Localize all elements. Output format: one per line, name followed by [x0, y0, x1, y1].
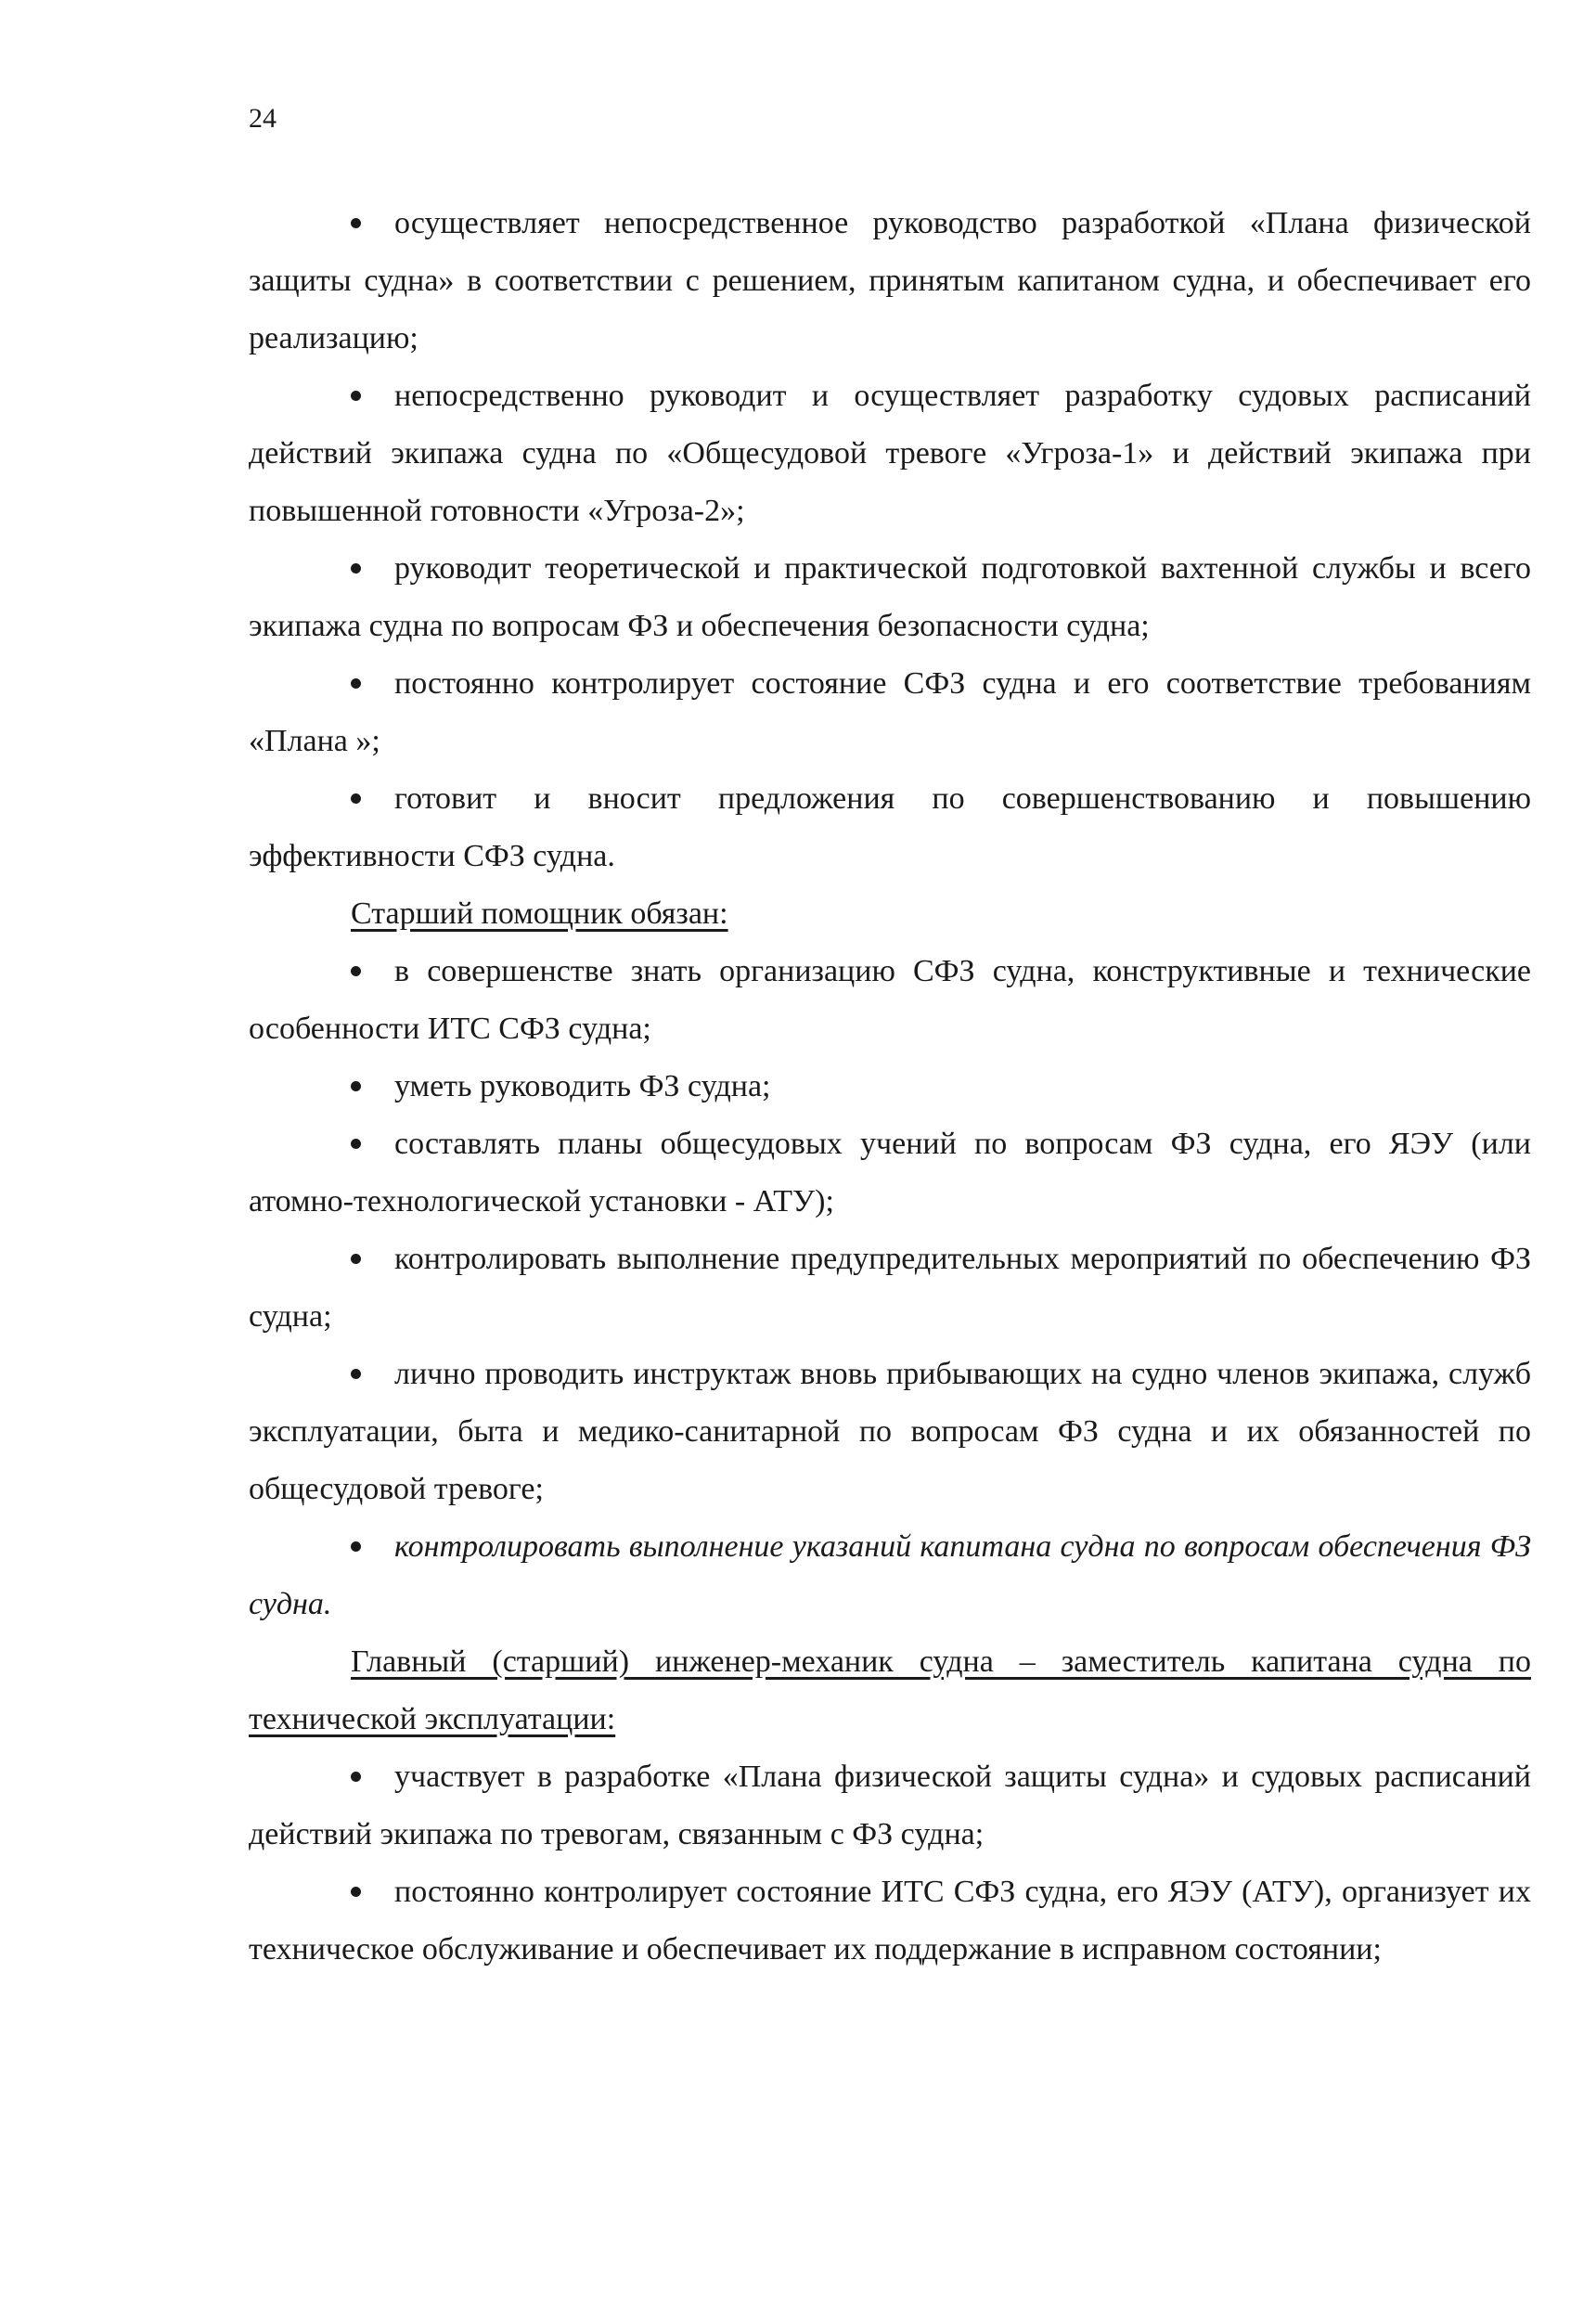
document-body	[249, 195, 1531, 1979]
list-item-text: контролировать выполнение предупредительных мероприятий по обеспечению ФЗ судна;	[249, 1242, 1531, 1334]
list-item-text: осуществляет непосредственное руководство разработкой «Плана физической защиты судна» в соответствии с решением, принятым капитаном судна, и обеспечивает его реализацию;	[249, 206, 1531, 355]
bullet-icon	[351, 1369, 361, 1379]
bullet-icon	[351, 1541, 361, 1552]
list-item-text: непосредственно руководит и осуществляет разработку судовых расписаний действий экипажа судна по «Общесудовой тревоге «Угроза-1» и действий экипажа при повышенной готовности «Угроза-2»;	[249, 379, 1531, 528]
list-item-text: готовит и вносит предложения по совершенствованию и повышению эффективности СФЗ судна.	[249, 781, 1531, 873]
bullet-icon	[351, 1772, 361, 1782]
list-item-text: в совершенстве знать организацию СФЗ судна, конструктивные и технические особенности ИТС СФЗ судна;	[249, 954, 1531, 1046]
section-heading: Старший помощник обязан:	[351, 896, 728, 931]
list-item	[249, 1058, 1531, 1115]
bullet-icon	[351, 793, 361, 804]
list-item	[249, 367, 1531, 540]
bullet-icon	[351, 563, 361, 574]
list-item	[249, 655, 1531, 770]
page-number: 24	[249, 103, 277, 134]
list-item-text: постоянно контролирует состояние ИТС СФЗ судна, его ЯЭУ (АТУ), организует их техническое обслуживание и обеспечивает их поддержание в исправном состоянии;	[249, 1875, 1531, 1966]
list-item-text: уметь руководить ФЗ судна;	[394, 1069, 771, 1103]
list-item-text: руководит теоретической и практической подготовкой вахтенной службы и всего экипажа судна по вопросам ФЗ и обеспечения безопасности судна;	[249, 551, 1531, 643]
list-item	[249, 1863, 1531, 1979]
bullet-icon	[351, 966, 361, 976]
bullet-icon	[351, 1139, 361, 1149]
list-item-text: постоянно контролирует состояние СФЗ судна и его соответствие требованиям «Плана »;	[249, 666, 1531, 758]
list-item-text: контролировать выполнение указаний капитана судна по вопросам обеспечения ФЗ судна.	[249, 1529, 1531, 1621]
list-item-text: лично проводить инструктаж вновь прибывающих на судно членов экипажа, служб эксплуатации, быта и медико-санитарной по вопросам ФЗ судна и их обязанностей по общесудовой тревоге;	[249, 1357, 1531, 1506]
list-item-text: составлять планы общесудовых учений по вопросам ФЗ судна, его ЯЭУ (или атомно-технологической установки - АТУ);	[249, 1127, 1531, 1219]
list-item-text: участвует в разработке «Плана физической защиты судна» и судовых расписаний действий экипажа по тревогам, связанным с ФЗ судна;	[249, 1760, 1531, 1851]
list-item	[249, 1115, 1531, 1231]
list-item	[249, 770, 1531, 885]
bullet-icon	[351, 1254, 361, 1264]
list-item	[249, 540, 1531, 655]
bullet-icon	[351, 1081, 361, 1091]
bullet-icon	[351, 678, 361, 689]
list-item	[249, 195, 1531, 367]
list-item	[249, 1518, 1531, 1633]
bullet-icon	[351, 218, 361, 228]
list-item	[249, 1231, 1531, 1346]
bullet-icon	[351, 391, 361, 401]
bullet-icon	[351, 1887, 361, 1897]
list-item	[249, 1346, 1531, 1518]
list-item	[249, 943, 1531, 1058]
section-heading: Главный (старший) инженер-механик судна – заместитель капитана судна по технической эксплуатации:	[249, 1644, 1531, 1736]
list-item	[249, 1748, 1531, 1863]
